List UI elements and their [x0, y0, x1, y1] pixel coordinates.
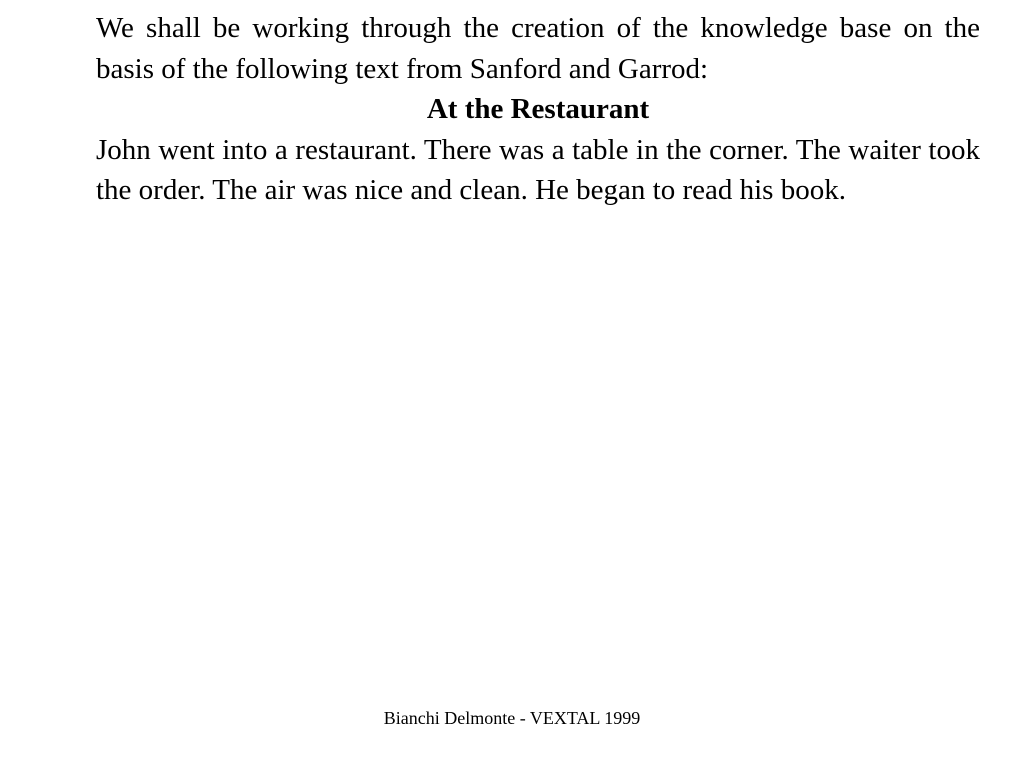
story-heading: At the Restaurant: [426, 93, 650, 125]
story-paragraph: John went into a restaurant. There was a table in the corner. The waiter took the order. The air was nice and clean. He began to read his book.: [96, 133, 980, 206]
slide-footer: Bianchi Delmonte - VEXTAL 1999: [383, 708, 641, 728]
intro-paragraph: We shall be working through the creation of the knowledge base on the basis of the following text from Sanford and Garrod:: [96, 12, 980, 85]
slide-body: [96, 8, 980, 211]
